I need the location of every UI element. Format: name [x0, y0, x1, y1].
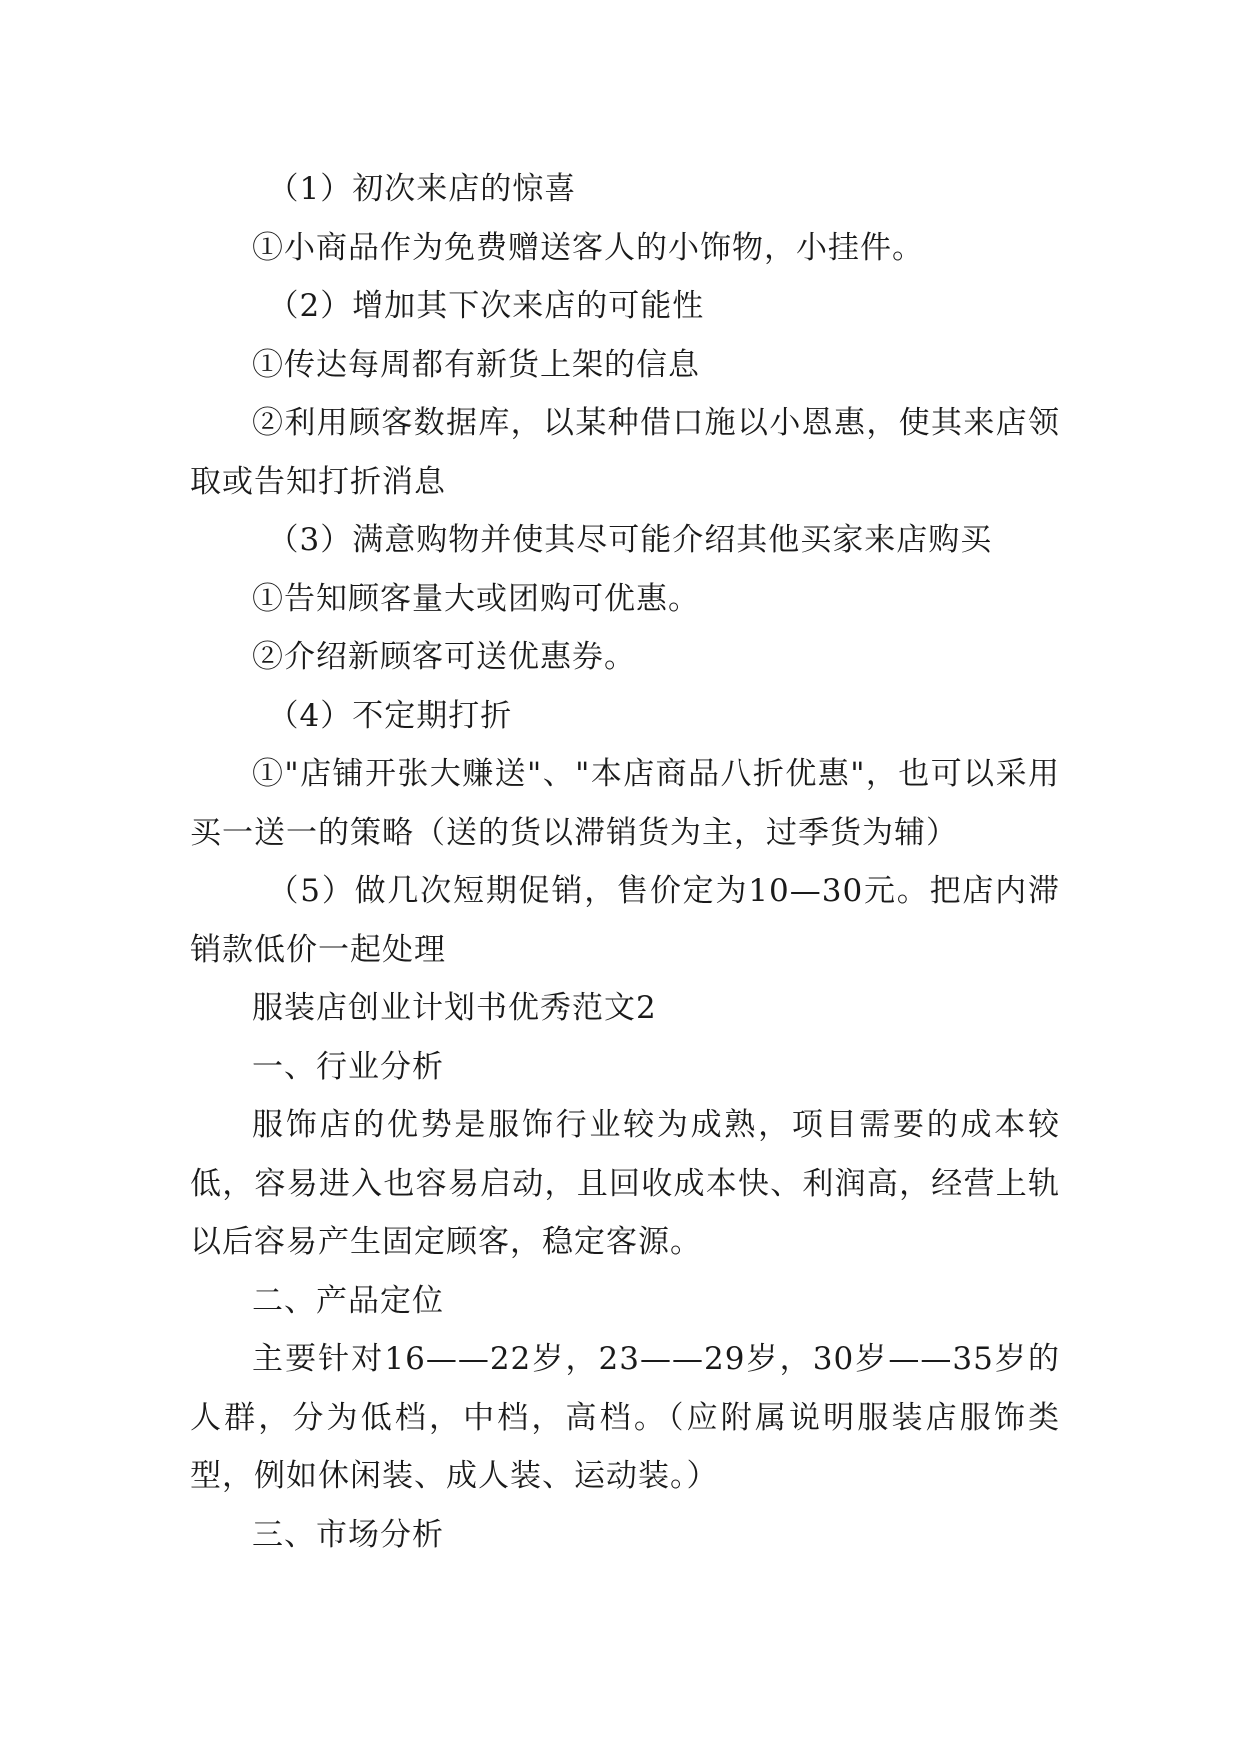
document-body: [190, 160, 1060, 1564]
paragraph: ①小商品作为免费赠送客人的小饰物，小挂件。: [252, 229, 924, 266]
paragraph-heading-4: （4）不定期打折: [267, 697, 513, 734]
paragraph-heading-1: （1）初次来店的惊喜: [267, 171, 577, 207]
section-heading-product-positioning: 二、产品定位: [252, 1282, 444, 1319]
paragraph: ②利用顾客数据库，以某种借口施以小恩惠，使其来店领取或告知打折消息: [190, 405, 1060, 500]
paragraph-heading-3: （3）满意购物并使其尽可能介绍其他买家来店购买: [267, 522, 993, 558]
paragraph: ①告知顾客量大或团购可优惠。: [252, 580, 700, 617]
paragraph: ①传达每周都有新货上架的信息: [252, 346, 700, 383]
paragraph-heading-5: （5）做几次短期促销，售价定为10—30元。把店内滞销款低价一起处理: [190, 873, 1060, 968]
section-heading-market-analysis: 三、市场分析: [252, 1516, 444, 1553]
paragraph: 主要针对16——22岁，23——29岁，30岁——35岁的人群，分为低档，中档，高档。（应附属说明服装店服饰类型，例如休闲装、成人装、运动装。）: [190, 1341, 1060, 1494]
paragraph: ①"店铺开张大赚送"、"本店商品八折优惠"，也可以采用买一送一的策略（送的货以滞销货为主，过季货为辅）: [190, 756, 1060, 851]
section-heading-industry-analysis: 一、行业分析: [252, 1048, 444, 1085]
paragraph: ②介绍新顾客可送优惠券。: [252, 639, 636, 675]
paragraph: 服饰店的优势是服饰行业较为成熟，项目需要的成本较低，容易进入也容易启动，且回收成本快、利润高，经营上轨以后容易产生固定顾客，稳定客源。: [190, 1107, 1060, 1260]
paragraph-heading-2: （2）增加其下次来店的可能性: [267, 288, 705, 324]
section-title: 服装店创业计划书优秀范文2: [252, 990, 657, 1026]
